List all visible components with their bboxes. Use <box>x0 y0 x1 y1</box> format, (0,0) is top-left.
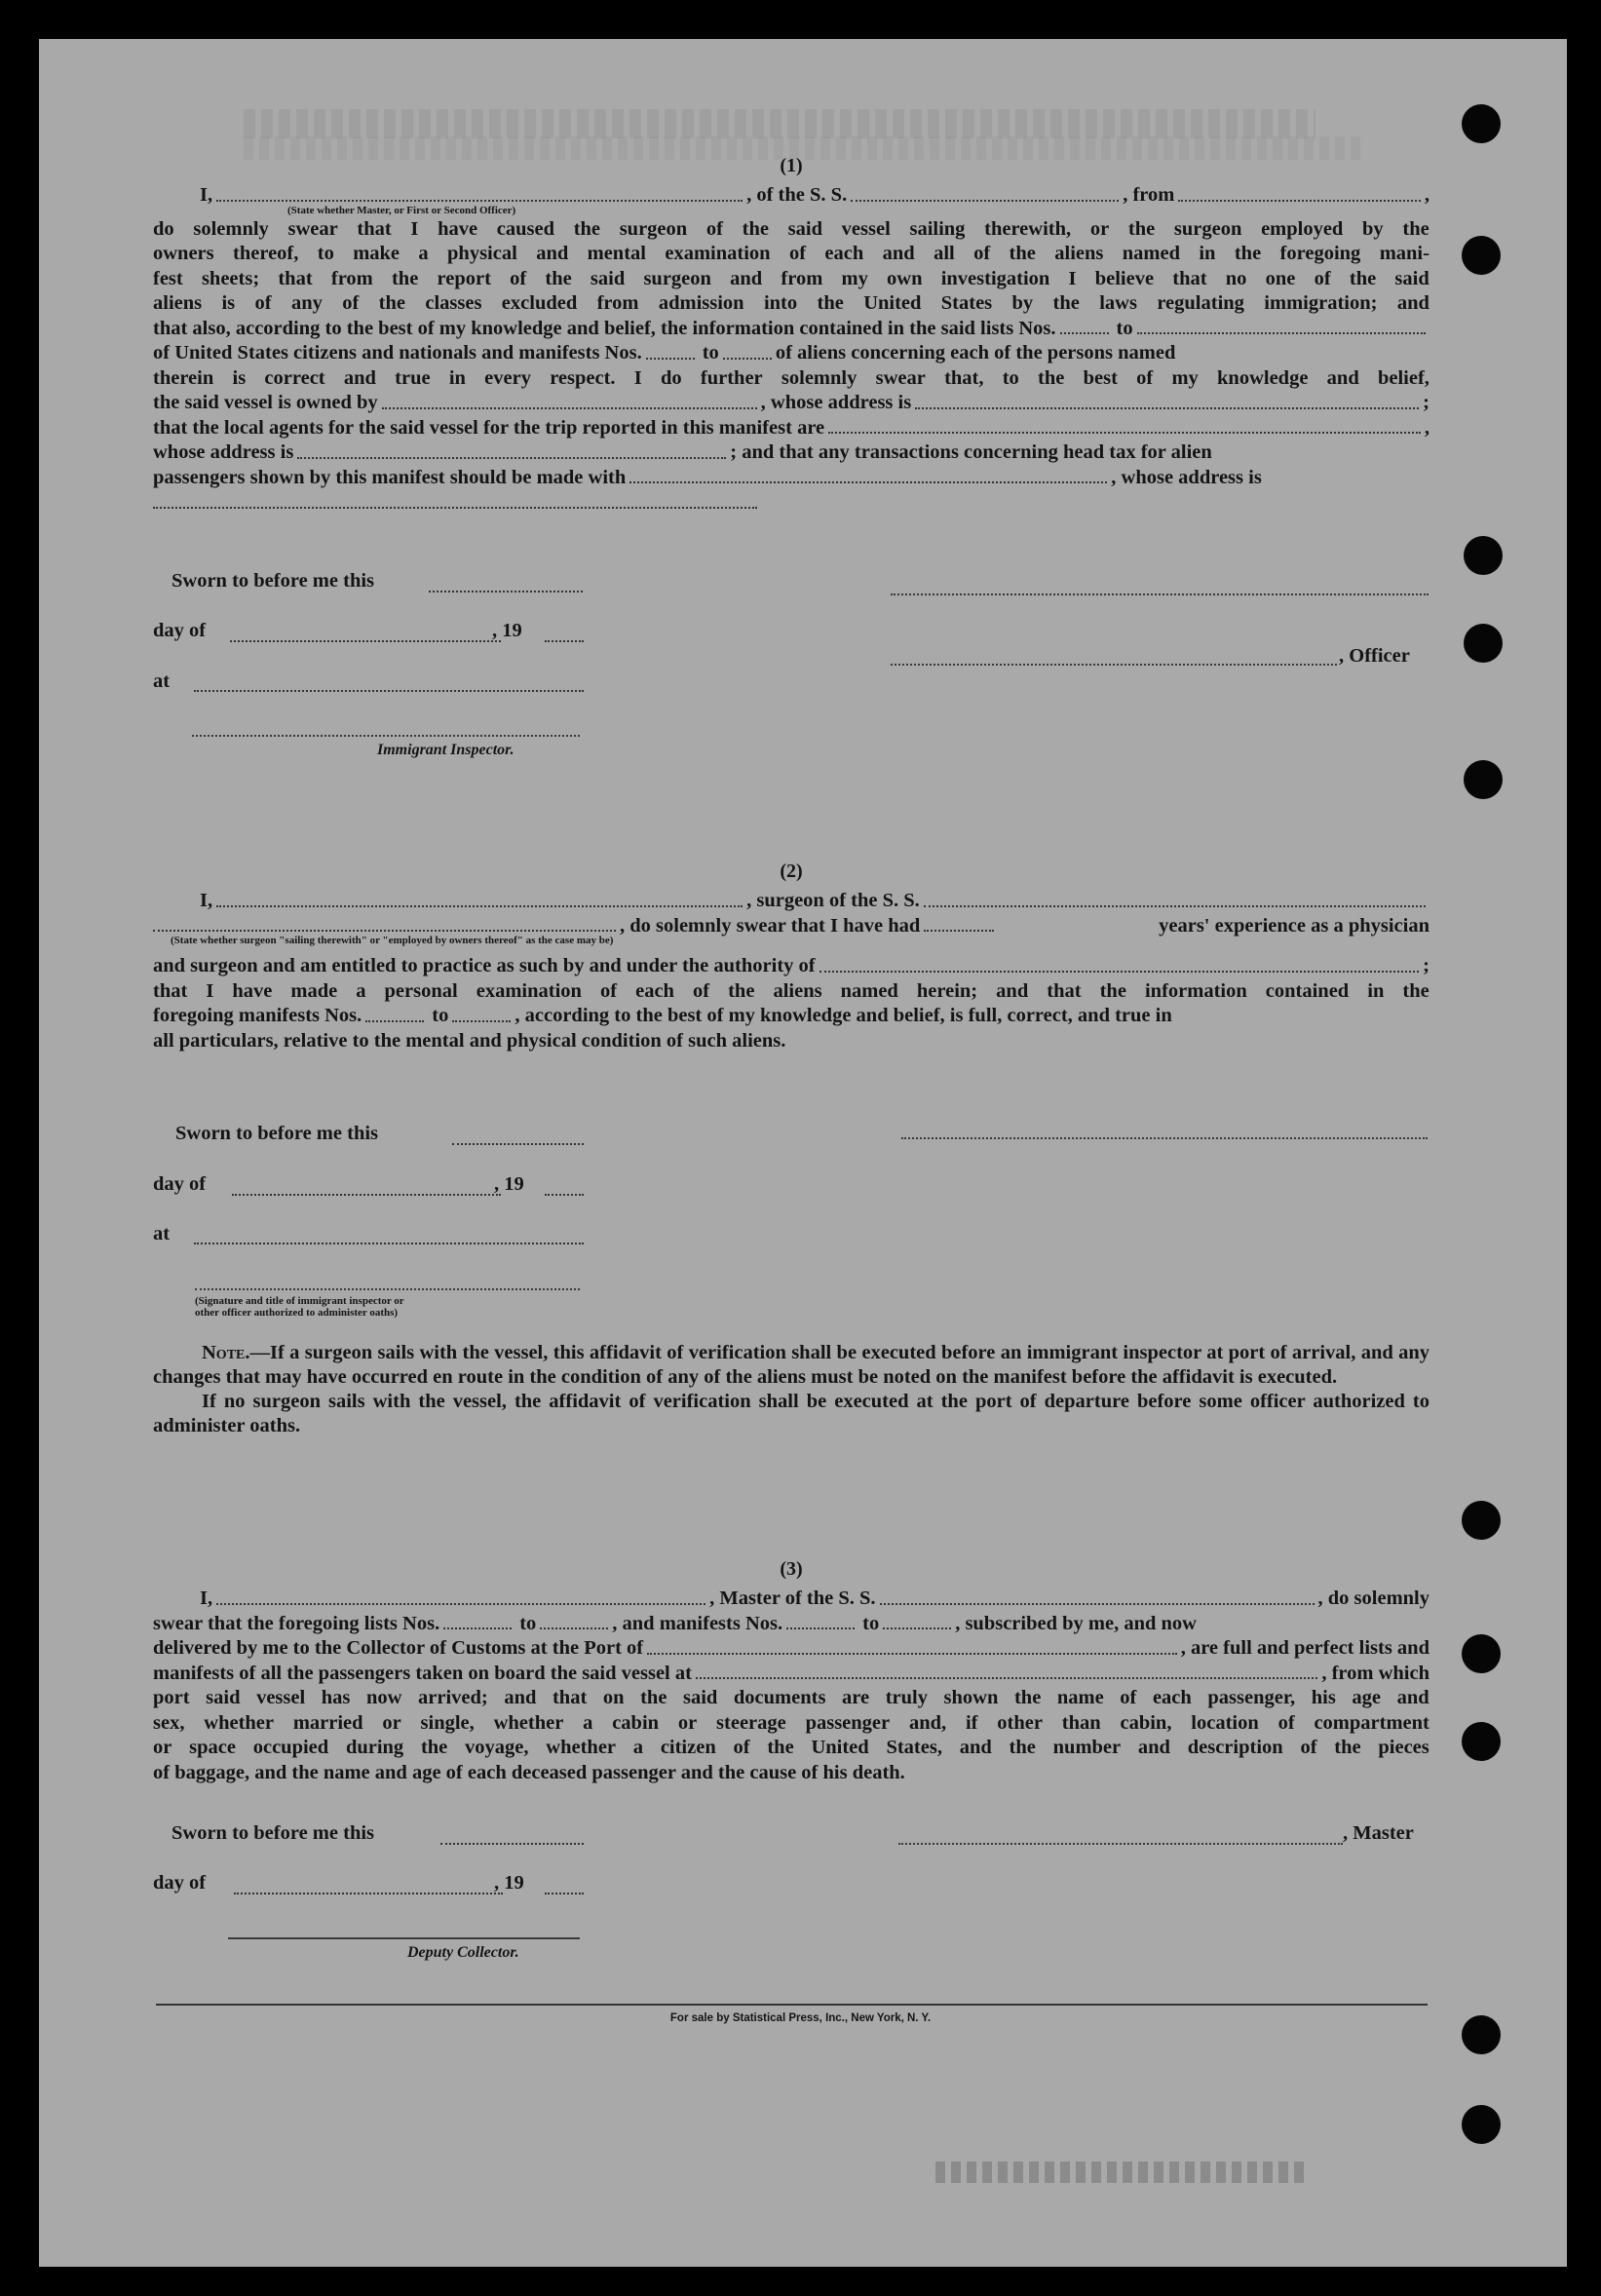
citizens-text-b: of aliens concerning each of the persons named <box>775 342 1176 364</box>
manifests-text-b: , from which <box>1321 1662 1429 1684</box>
master-signature-line[interactable] <box>898 1843 1343 1845</box>
section-1 <box>153 154 1429 516</box>
at-blank[interactable] <box>194 1243 584 1244</box>
officer-caption: (State whether Master, or First or Second Officer) <box>287 204 516 216</box>
officer-label: , Officer <box>1339 645 1410 667</box>
surgeon-name-blank[interactable] <box>216 905 743 907</box>
sworn-label: Sworn to before me this <box>172 1822 375 1844</box>
swear-text-c: , subscribed by me, and now <box>955 1612 1197 1634</box>
body-line: that I have made a personal examination of each of the aliens named herein; and that the information contained in the <box>153 979 1429 1002</box>
lists-from-blank[interactable] <box>443 1627 512 1629</box>
authority-text: and surgeon and am entitled to practice as such by and under the authority of <box>153 955 816 976</box>
owned-text: the said vessel is owned by <box>153 392 378 413</box>
solemnly-text: , do solemnly swear that I have had <box>620 914 921 937</box>
master-label: , Master <box>1343 1822 1414 1844</box>
sworn-day-blank[interactable] <box>429 591 583 593</box>
from-label: , from <box>1123 184 1175 206</box>
from-port-blank[interactable] <box>1178 200 1421 202</box>
footer-imprint: For sale by Statistical Press, Inc., New York, N. Y. <box>669 2012 932 2024</box>
semicolon: ; <box>1423 955 1429 976</box>
lists-to-blank[interactable] <box>540 1627 608 1629</box>
binder-hole <box>1462 236 1501 275</box>
master-of-label: , Master of the S. S. <box>709 1588 876 1609</box>
manifests-from-blank[interactable] <box>786 1627 855 1629</box>
surgeon-signature-line[interactable] <box>901 1137 1428 1139</box>
surgeon-of-label: , surgeon of the S. S. <box>746 890 920 911</box>
surgeon-caption: (State whether surgeon "sailing therewith" or "employed by owners thereof" as the case may be) <box>171 935 614 946</box>
day-of-label: day of <box>153 620 207 641</box>
binder-hole <box>1462 1722 1501 1761</box>
ship-name-blank[interactable] <box>851 200 1119 202</box>
bleed-through-text <box>935 2162 1306 2183</box>
section-2 <box>153 860 1429 1053</box>
deputy-signature-line[interactable] <box>228 1937 580 1939</box>
i-label: I, <box>200 184 213 206</box>
year-label: , 19 <box>494 1872 524 1894</box>
body-line: do solemnly swear that I have caused the surgeon of the said vessel sailing therewith, or the surgeon employed by the <box>153 217 1429 240</box>
note-label: Note. <box>202 1342 250 1363</box>
day-of-label: day of <box>153 1872 207 1894</box>
to-label: to <box>519 1612 537 1634</box>
owner-blank[interactable] <box>382 407 757 409</box>
owned-address-text: , whose address is <box>760 392 912 413</box>
i-label: I, <box>200 1588 213 1609</box>
body-line: aliens is of any of the classes excluded from admission into the United States by the laws regulating immigration; and <box>153 292 1429 314</box>
at-blank[interactable] <box>194 690 584 692</box>
port-of-departure-blank[interactable] <box>696 1677 1317 1679</box>
manifests-text-b: , according to the best of my knowledge and belief, is full, correct, and true in <box>515 1005 1172 1026</box>
delivered-text-b: , are full and perfect lists and <box>1180 1637 1429 1659</box>
binder-hole <box>1462 1501 1501 1540</box>
binder-hole <box>1464 536 1503 575</box>
section-3-body <box>153 1612 1429 1786</box>
inspector-caption: Immigrant Inspector. <box>377 742 515 758</box>
sworn-day-blank[interactable] <box>452 1143 584 1145</box>
at-label: at <box>153 670 171 692</box>
owner-address-blank[interactable] <box>915 407 1419 409</box>
sworn-day-blank[interactable] <box>440 1843 584 1845</box>
day-of-label: day of <box>153 1173 207 1195</box>
binder-hole <box>1462 1634 1501 1673</box>
years-blank[interactable] <box>924 930 994 932</box>
day-of-blank[interactable] <box>232 1194 501 1196</box>
section-number: (1) <box>780 155 803 176</box>
to-label: to <box>862 1612 880 1634</box>
year-blank[interactable] <box>545 1893 584 1894</box>
oath-caption-2: other officer authorized to administer oaths) <box>195 1307 399 1319</box>
surgeon-status-blank[interactable] <box>153 930 616 932</box>
officer-signature-line-2[interactable] <box>891 664 1337 666</box>
body-line: sex, whether married or single, whether a cabin or steerage passenger and, if other than cabin, location of compartment <box>153 1711 1429 1734</box>
comma: , <box>1424 184 1429 206</box>
body-line: therein is correct and true in every respect. I do further solemnly swear that, to the best of my knowledge and belief, <box>153 366 1429 389</box>
solemnly-label: , do solemnly <box>1317 1588 1429 1609</box>
binder-hole <box>1462 2105 1501 2144</box>
day-of-blank[interactable] <box>234 1893 503 1894</box>
officer-blank[interactable] <box>216 200 743 202</box>
swear-text-b: , and manifests Nos. <box>612 1612 783 1634</box>
section-3 <box>153 1557 1429 1785</box>
day-of-blank[interactable] <box>230 640 501 642</box>
year-label: , 19 <box>492 620 522 641</box>
note-block <box>153 1341 1429 1438</box>
citizens-text: of United States citizens and nationals and manifests Nos. <box>153 342 642 364</box>
agents-address-blank[interactable] <box>297 457 726 459</box>
head-tax-address-blank[interactable] <box>153 507 757 509</box>
swear-text: swear that the foregoing lists Nos. <box>153 1612 440 1634</box>
year-label: , 19 <box>494 1173 524 1195</box>
binder-hole <box>1464 624 1503 663</box>
to-label: to <box>432 1005 449 1026</box>
manifests-from-blank[interactable] <box>365 1020 424 1022</box>
to-label: to <box>702 342 719 364</box>
passengers-address-text: , whose address is <box>1111 466 1262 488</box>
oath-caption-1: (Signature and title of immigrant inspector or <box>195 1295 404 1307</box>
authority-blank[interactable] <box>820 971 1420 973</box>
lists-to-blank[interactable] <box>1137 332 1426 334</box>
section-2-body <box>153 954 1429 1053</box>
manifests-to-blank[interactable] <box>452 1020 511 1022</box>
officer-signature-line-1[interactable] <box>891 593 1429 595</box>
to-label: to <box>1116 317 1133 339</box>
bleed-through-text <box>244 109 1315 138</box>
manifests-from-blank[interactable] <box>646 358 695 360</box>
inspector-signature-line[interactable] <box>192 735 580 737</box>
years-text: years' experience as a physician <box>1159 914 1429 937</box>
whose-text: whose address is <box>153 441 294 463</box>
manifests-to-blank[interactable] <box>723 358 772 360</box>
body-line: port said vessel has now arrived; and that on the said documents are truly shown the name of each passenger, his age and <box>153 1687 1429 1708</box>
ship-name-blank[interactable] <box>880 1603 1315 1605</box>
body-line: fest sheets; that from the report of the said surgeon and from my own investigation I believe that no one of the said <box>153 267 1429 289</box>
head-tax-party-blank[interactable] <box>629 481 1107 483</box>
deputy-caption: Deputy Collector. <box>407 1944 519 1961</box>
year-blank[interactable] <box>545 1194 584 1196</box>
port-blank[interactable] <box>647 1653 1177 1655</box>
semicolon: ; <box>1423 392 1429 413</box>
year-blank[interactable] <box>545 640 584 642</box>
manifests-text: manifests of all the passengers taken on board the said vessel at <box>153 1662 692 1684</box>
lists-text: that also, according to the best of my knowledge and belief, the information contained in the said lists Nos. <box>153 317 1056 339</box>
binder-hole <box>1464 760 1503 799</box>
delivered-text: delivered by me to the Collector of Customs at the Port of <box>153 1637 644 1659</box>
comma: , <box>1424 416 1429 439</box>
manifests-to-blank[interactable] <box>883 1627 951 1629</box>
passengers-text: passengers shown by this manifest should be made with <box>153 466 627 488</box>
agents-text: that the local agents for the said vessel for the trip reported in this manifest are <box>153 416 825 439</box>
i-label: I, <box>200 890 213 911</box>
sworn-label: Sworn to before me this <box>172 570 375 592</box>
body-line: owners thereof, to make a physical and mental examination of each and all of the aliens named in the foregoing mani- <box>153 243 1429 264</box>
section-number: (2) <box>780 861 803 882</box>
footer-rule <box>156 2004 1428 2006</box>
at-label: at <box>153 1223 171 1244</box>
manifests-text: foregoing manifests Nos. <box>153 1005 362 1026</box>
note-text-1: —If a surgeon sails with the vessel, this affidavit of verification shall be executed before an immigrant inspector at port of arrival, and any changes that may have occurred en route in the condition of any of the aliens must be noted on the manifest before the affidavit is executed. <box>153 1342 1429 1388</box>
body-line: or space occupied during the voyage, whether a citizen of the United States, and the number and description of the pieces <box>153 1737 1429 1758</box>
lists-from-blank[interactable] <box>1060 332 1109 334</box>
body-line: of baggage, and the name and age of each deceased passenger and the cause of his death. <box>153 1761 905 1783</box>
head-tax-text: ; and that any transactions concerning head tax for alien <box>730 441 1212 463</box>
oath-signature-line[interactable] <box>195 1288 580 1290</box>
sworn-label: Sworn to before me this <box>175 1123 379 1144</box>
section-1-body <box>153 217 1429 516</box>
master-name-blank[interactable] <box>216 1603 705 1605</box>
section-number: (3) <box>780 1558 803 1580</box>
of-ss-label: , of the S. S. <box>746 184 848 206</box>
ship-name-blank[interactable] <box>924 905 1426 907</box>
note-text-2: If no surgeon sails with the vessel, the affidavit of verification shall be executed at the port of departure before some officer authorized to administer oaths. <box>153 1391 1429 1436</box>
body-line: all particulars, relative to the mental and physical condition of such aliens. <box>153 1029 786 1052</box>
agents-blank[interactable] <box>828 432 1421 434</box>
binder-hole <box>1462 104 1501 143</box>
